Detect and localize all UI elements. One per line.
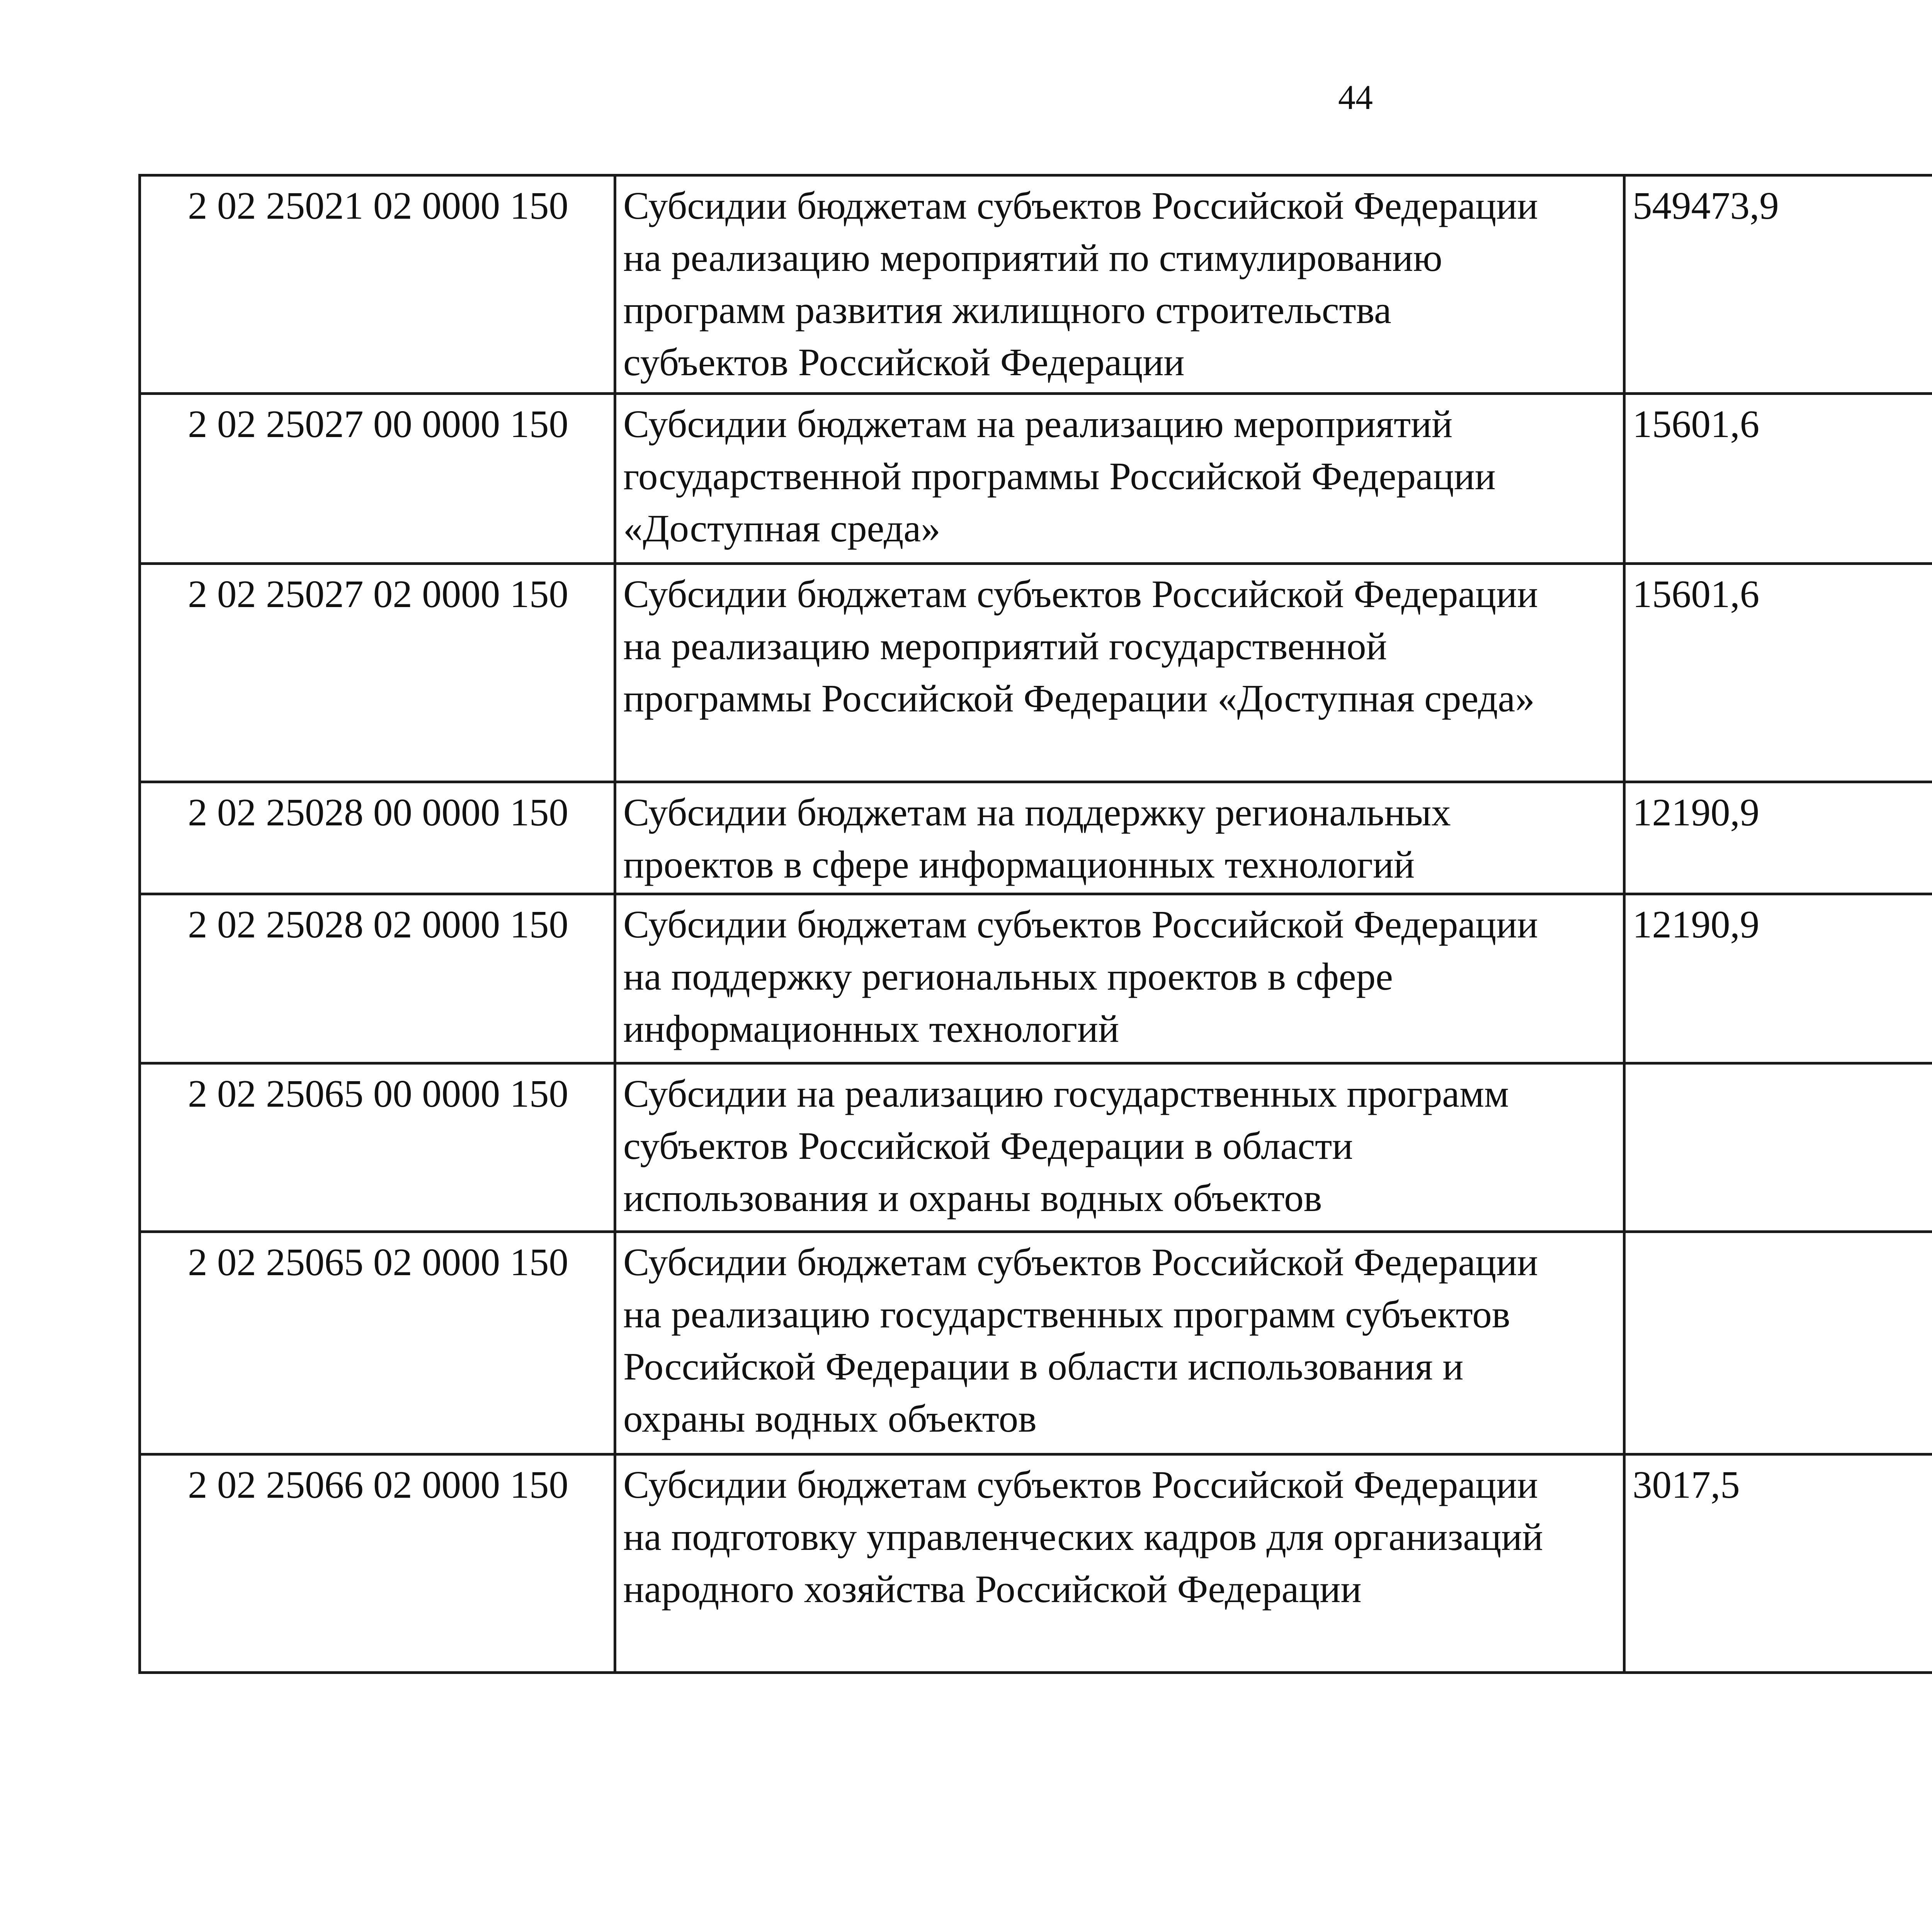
description-line: охраны водных объектов [623,1397,1037,1440]
amount-column-1-cell [1624,1063,1932,1232]
table-row [140,1454,1932,1673]
description-cell [615,1063,1624,1232]
description-line: Субсидии на реализацию государственных программ [623,1072,1509,1115]
description-line: государственной программы Российской Федерации [623,454,1496,498]
description-cell [615,894,1624,1063]
description-line: информационных технологий [623,1007,1119,1050]
amount-column-1-cell [1624,1232,1932,1454]
description-line: «Доступная среда» [623,507,940,550]
description-line: на подготовку управленческих кадров для организаций [623,1515,1543,1558]
description-cell [615,564,1624,782]
revenue-code-cell: 2 02 25028 00 0000 150 [140,782,615,894]
budget-revenue-table [138,174,1932,1674]
amount-column-1-cell: 549473,9 [1624,175,1932,394]
table-row [140,175,1932,394]
description-line: народного хозяйства Российской Федерации [623,1567,1362,1611]
description-cell [615,782,1624,894]
description-cell [615,394,1624,564]
revenue-code-cell: 2 02 25065 02 0000 150 [140,1232,615,1454]
description-line: Российской Федерации в области использования и [623,1345,1464,1388]
description-line: на реализацию мероприятий государственной [623,624,1387,668]
description-line: на поддержку региональных проектов в сфере [623,955,1393,998]
description-line: на реализацию мероприятий по стимулированию [623,236,1442,279]
table-row [140,782,1932,894]
description-line: Субсидии бюджетам субъектов Российской Федерации [623,572,1538,616]
table-row [140,1063,1932,1232]
revenue-code-cell: 2 02 25021 02 0000 150 [140,175,615,394]
table-body [140,175,1932,1673]
amount-column-1-cell: 15601,6 [1624,394,1932,564]
description-line: программы Российской Федерации «Доступная среда» [623,677,1535,720]
description-cell [615,1232,1624,1454]
description-line: Субсидии бюджетам субъектов Российской Федерации [623,903,1538,946]
description-line: субъектов Российской Федерации [623,340,1185,384]
description-line: Субсидии бюджетам субъектов Российской Федерации [623,1240,1538,1284]
revenue-code-cell: 2 02 25065 00 0000 150 [140,1063,615,1232]
revenue-code-cell: 2 02 25066 02 0000 150 [140,1454,615,1673]
description-line: Субсидии бюджетам на реализацию мероприятий [623,402,1453,446]
description-line: проектов в сфере информационных технологий [623,843,1415,886]
description-line: Субсидии бюджетам субъектов Российской Федерации [623,184,1538,227]
amount-column-1-cell: 12190,9 [1624,782,1932,894]
description-cell [615,1454,1624,1673]
revenue-code-cell: 2 02 25027 00 0000 150 [140,394,615,564]
amount-column-1-cell: 15601,6 [1624,564,1932,782]
description-line: программ развития жилищного строительства [623,288,1391,332]
revenue-code-cell: 2 02 25027 02 0000 150 [140,564,615,782]
description-cell [615,175,1624,394]
revenue-code-cell: 2 02 25028 02 0000 150 [140,894,615,1063]
table-row [140,1232,1932,1454]
description-line: субъектов Российской Федерации в области [623,1124,1353,1167]
description-line: Субсидии бюджетам на поддержку региональных [623,791,1451,834]
table-row [140,564,1932,782]
table-row [140,894,1932,1063]
description-line: использования и охраны водных объектов [623,1176,1322,1220]
description-line: Субсидии бюджетам субъектов Российской Федерации [623,1463,1538,1506]
amount-column-1-cell: 3017,5 [1624,1454,1932,1673]
page-number: 44 [1338,78,1373,117]
description-line: на реализацию государственных программ субъектов [623,1293,1510,1336]
amount-column-1-cell: 12190,9 [1624,894,1932,1063]
table-row [140,394,1932,564]
